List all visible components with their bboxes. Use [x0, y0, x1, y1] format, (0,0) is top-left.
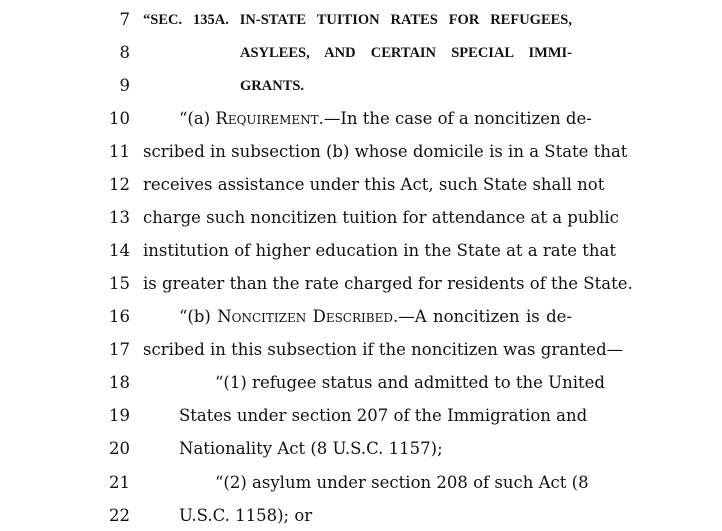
subsection-heading: Noncitizen Described.: [217, 307, 399, 326]
line-21: [0, 472, 722, 505]
line-number: 21: [109, 473, 130, 492]
line-number: 22: [109, 506, 130, 525]
section-heading-line: ASYLEES, AND CERTAIN SPECIAL IMMI-: [240, 45, 572, 61]
paragraph-2-line: “(2) asylum under section 208 of such Act (8: [215, 473, 589, 492]
line-14: [0, 240, 722, 273]
subsection-text: —A noncitizen is de-: [398, 307, 572, 326]
line-13: [0, 207, 722, 240]
line-number: 7: [119, 10, 130, 29]
body-text-line: receives assistance under this Act, such State shall not: [143, 175, 605, 194]
line-number: 14: [109, 241, 130, 260]
line-18: [0, 372, 722, 405]
line-15: [0, 273, 722, 306]
line-number: 16: [109, 307, 130, 326]
line-9: [0, 75, 722, 108]
body-text-line: scribed in this subsection if the noncitizen was granted—: [143, 340, 624, 359]
subsection-text: —In the case of a noncitizen de-: [323, 109, 592, 128]
line-number: 9: [119, 76, 130, 95]
line-number: 19: [109, 406, 130, 425]
subsection-b-heading-line: [179, 306, 572, 328]
line-number: 18: [109, 373, 130, 392]
line-20: [0, 438, 722, 471]
subsection-open: “(b): [179, 307, 218, 326]
line-11: [0, 141, 722, 174]
line-number: 10: [109, 109, 130, 128]
paragraph-1-line: States under section 207 of the Immigration and: [179, 406, 588, 425]
line-number: 13: [109, 208, 130, 227]
body-text-line: institution of higher education in the State at a rate that: [143, 241, 616, 260]
line-19: [0, 405, 722, 438]
line-16: [0, 306, 722, 339]
subsection-a-heading-line: [179, 108, 592, 130]
line-number: 11: [109, 142, 130, 161]
line-number: 20: [109, 439, 130, 458]
paragraph-1-line: Nationality Act (8 U.S.C. 1157);: [179, 439, 443, 458]
section-heading-line: GRANTS.: [240, 78, 305, 94]
paragraph-1-line: “(1) refugee status and admitted to the United: [215, 373, 605, 392]
subsection-open: “(a): [179, 109, 216, 128]
line-number: 15: [109, 274, 130, 293]
body-text-line: is greater than the rate charged for residents of the State.: [143, 274, 633, 293]
line-22: [0, 505, 722, 531]
line-number: 8: [119, 43, 130, 62]
body-text-line: charge such noncitizen tuition for attendance at a public: [143, 208, 619, 227]
section-heading-line: “SEC. 135A. IN-STATE TUITION RATES FOR REFUGEES,: [143, 12, 572, 28]
subsection-heading: Requirement.: [215, 109, 324, 128]
body-text-line: scribed in subsection (b) whose domicile is in a State that: [143, 142, 628, 161]
line-8: [0, 42, 722, 75]
line-10: [0, 108, 722, 141]
line-7: [0, 9, 722, 42]
line-12: [0, 174, 722, 207]
paragraph-2-line: U.S.C. 1158); or: [179, 506, 313, 525]
line-17: [0, 339, 722, 372]
line-number: 12: [109, 175, 130, 194]
line-number: 17: [109, 340, 130, 359]
